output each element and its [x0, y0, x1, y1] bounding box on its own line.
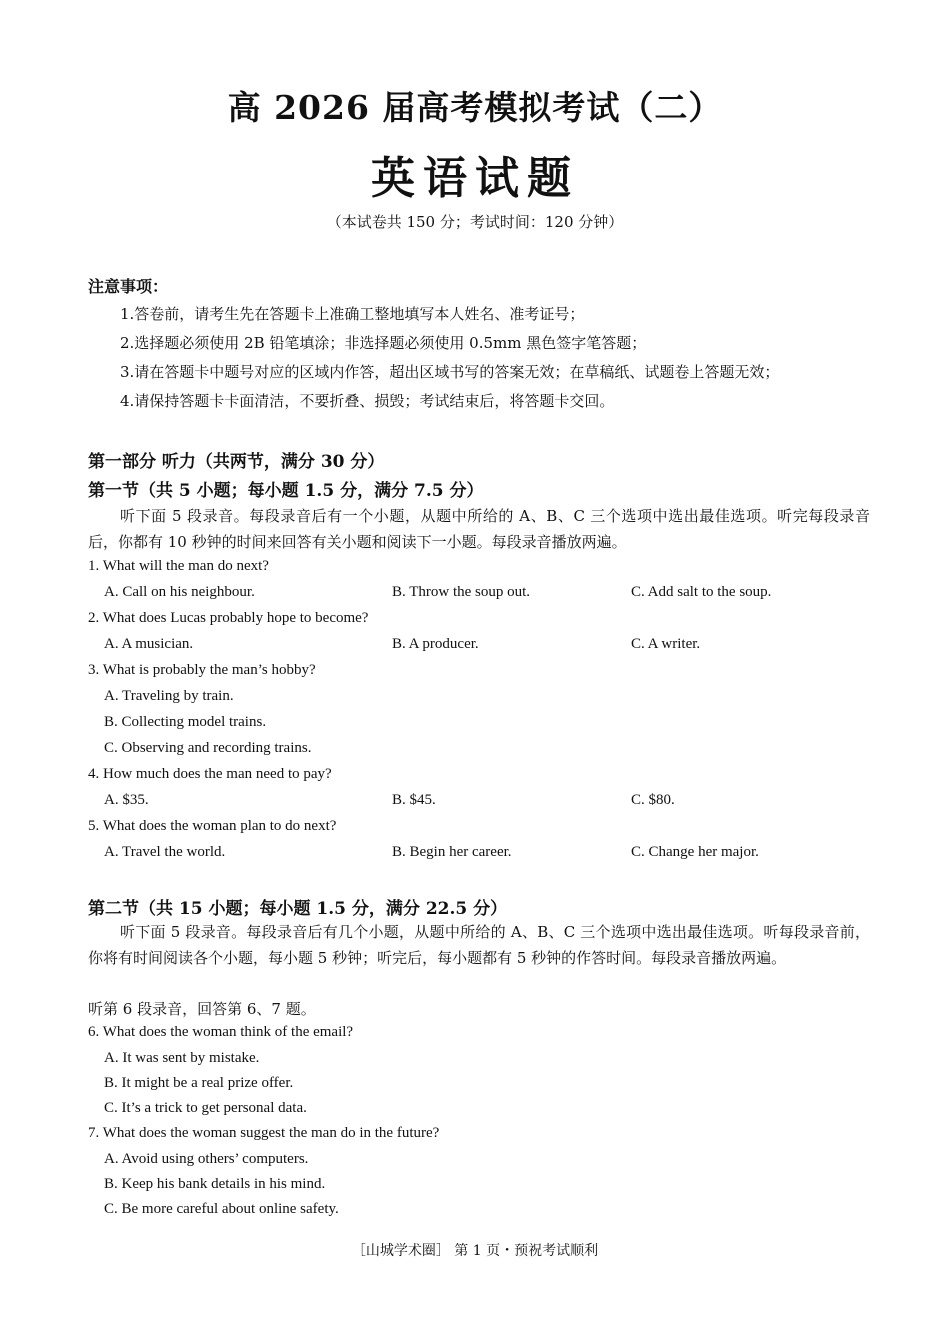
option-b: B. Begin her career.: [392, 844, 512, 860]
exam-info: （本试卷共 150 分；考试时间：120 分钟）: [326, 213, 624, 231]
section-instructions: 听下面 5 段录音。每段录音后有几个小题，从题中所给的 A、B、C 三个选项中选出最佳选项。听每段录音前，你将有时间阅读各个小题，每小题 5 秒钟；听完后，每小题都有 5 秒钟的作答时间。每段录音播放两遍。: [88, 923, 870, 967]
notice-item: 4.请保持答题卡卡面清洁，不要折叠、损毁；考试结束后，将答题卡交回。: [120, 392, 615, 410]
notice-item: 1.答卷前，请考生先在答题卡上准确工整地填写本人姓名、准考证号；: [120, 305, 585, 323]
part-heading: 第一部分 听力（共两节，满分 30 分）: [88, 452, 385, 472]
question-stem: 4. How much does the man need to pay?: [88, 766, 332, 782]
question-stem: 2. What does Lucas probably hope to become?: [88, 610, 369, 626]
option-c: C. Be more careful about online safety.: [104, 1201, 339, 1217]
option-a: A. Traveling by train.: [104, 688, 234, 704]
option-c: C. $80.: [631, 792, 675, 808]
option-c: C. Observing and recording trains.: [104, 740, 312, 756]
option-b: B. Collecting model trains.: [104, 714, 267, 730]
listen-note: 听第 6 段录音，回答第 6、7 题。: [88, 1000, 316, 1018]
option-b: B. Keep his bank details in his mind.: [104, 1176, 326, 1192]
option-c: C. Add salt to the soup.: [631, 584, 772, 600]
question-stem: 7. What does the woman suggest the man do in the future?: [88, 1125, 440, 1141]
option-a: A. It was sent by mistake.: [104, 1050, 260, 1066]
section-heading: 第一节（共 5 小题；每小题 1.5 分，满分 7.5 分）: [88, 481, 484, 501]
notice-item: 2.选择题必须使用 2B 铅笔填涂；非选择题必须使用 0.5mm 黑色签字笔答题；: [120, 334, 647, 352]
option-a: A. Call on his neighbour.: [104, 584, 255, 600]
option-c: C. It’s a trick to get personal data.: [104, 1100, 307, 1116]
page-footer: ［山城学术圈］ 第 1 页・预祝考试顺利: [351, 1243, 599, 1259]
subject-title: 英语试题: [371, 153, 579, 204]
option-a: A. Avoid using others’ computers.: [104, 1151, 309, 1167]
exam-title: 高 2026 届高考模拟考试（二）: [227, 88, 723, 127]
option-a: A. A musician.: [104, 636, 194, 652]
option-b: B. $45.: [392, 792, 436, 808]
notice-item: 3.请在答题卡中题号对应的区域内作答，超出区域书写的答案无效；在草稿纸、试题卷上答题无效；: [120, 363, 780, 381]
option-c: C. Change her major.: [631, 844, 759, 860]
question-stem: 5. What does the woman plan to do next?: [88, 818, 337, 834]
question-stem: 3. What is probably the man’s hobby?: [88, 662, 316, 678]
option-c: C. A writer.: [631, 636, 701, 652]
notice-heading: 注意事项：: [88, 277, 169, 296]
question-stem: 1. What will the man do next?: [88, 558, 269, 574]
option-a: A. Travel the world.: [104, 844, 226, 860]
question-stem: 6. What does the woman think of the email?: [88, 1024, 354, 1040]
option-a: A. $35.: [104, 792, 149, 808]
option-b: B. It might be a real prize offer.: [104, 1075, 294, 1091]
section-heading: 第二节（共 15 小题；每小题 1.5 分，满分 22.5 分）: [88, 899, 508, 919]
option-b: B. Throw the soup out.: [392, 584, 531, 600]
option-b: B. A producer.: [392, 636, 479, 652]
section-instructions: 听下面 5 段录音。每段录音后有一个小题，从题中所给的 A、B、C 三个选项中选出最佳选项。听完每段录音后，你都有 10 秒钟的时间来回答有关小题和阅读下一小题。每段录音播放两遍。: [88, 507, 870, 551]
